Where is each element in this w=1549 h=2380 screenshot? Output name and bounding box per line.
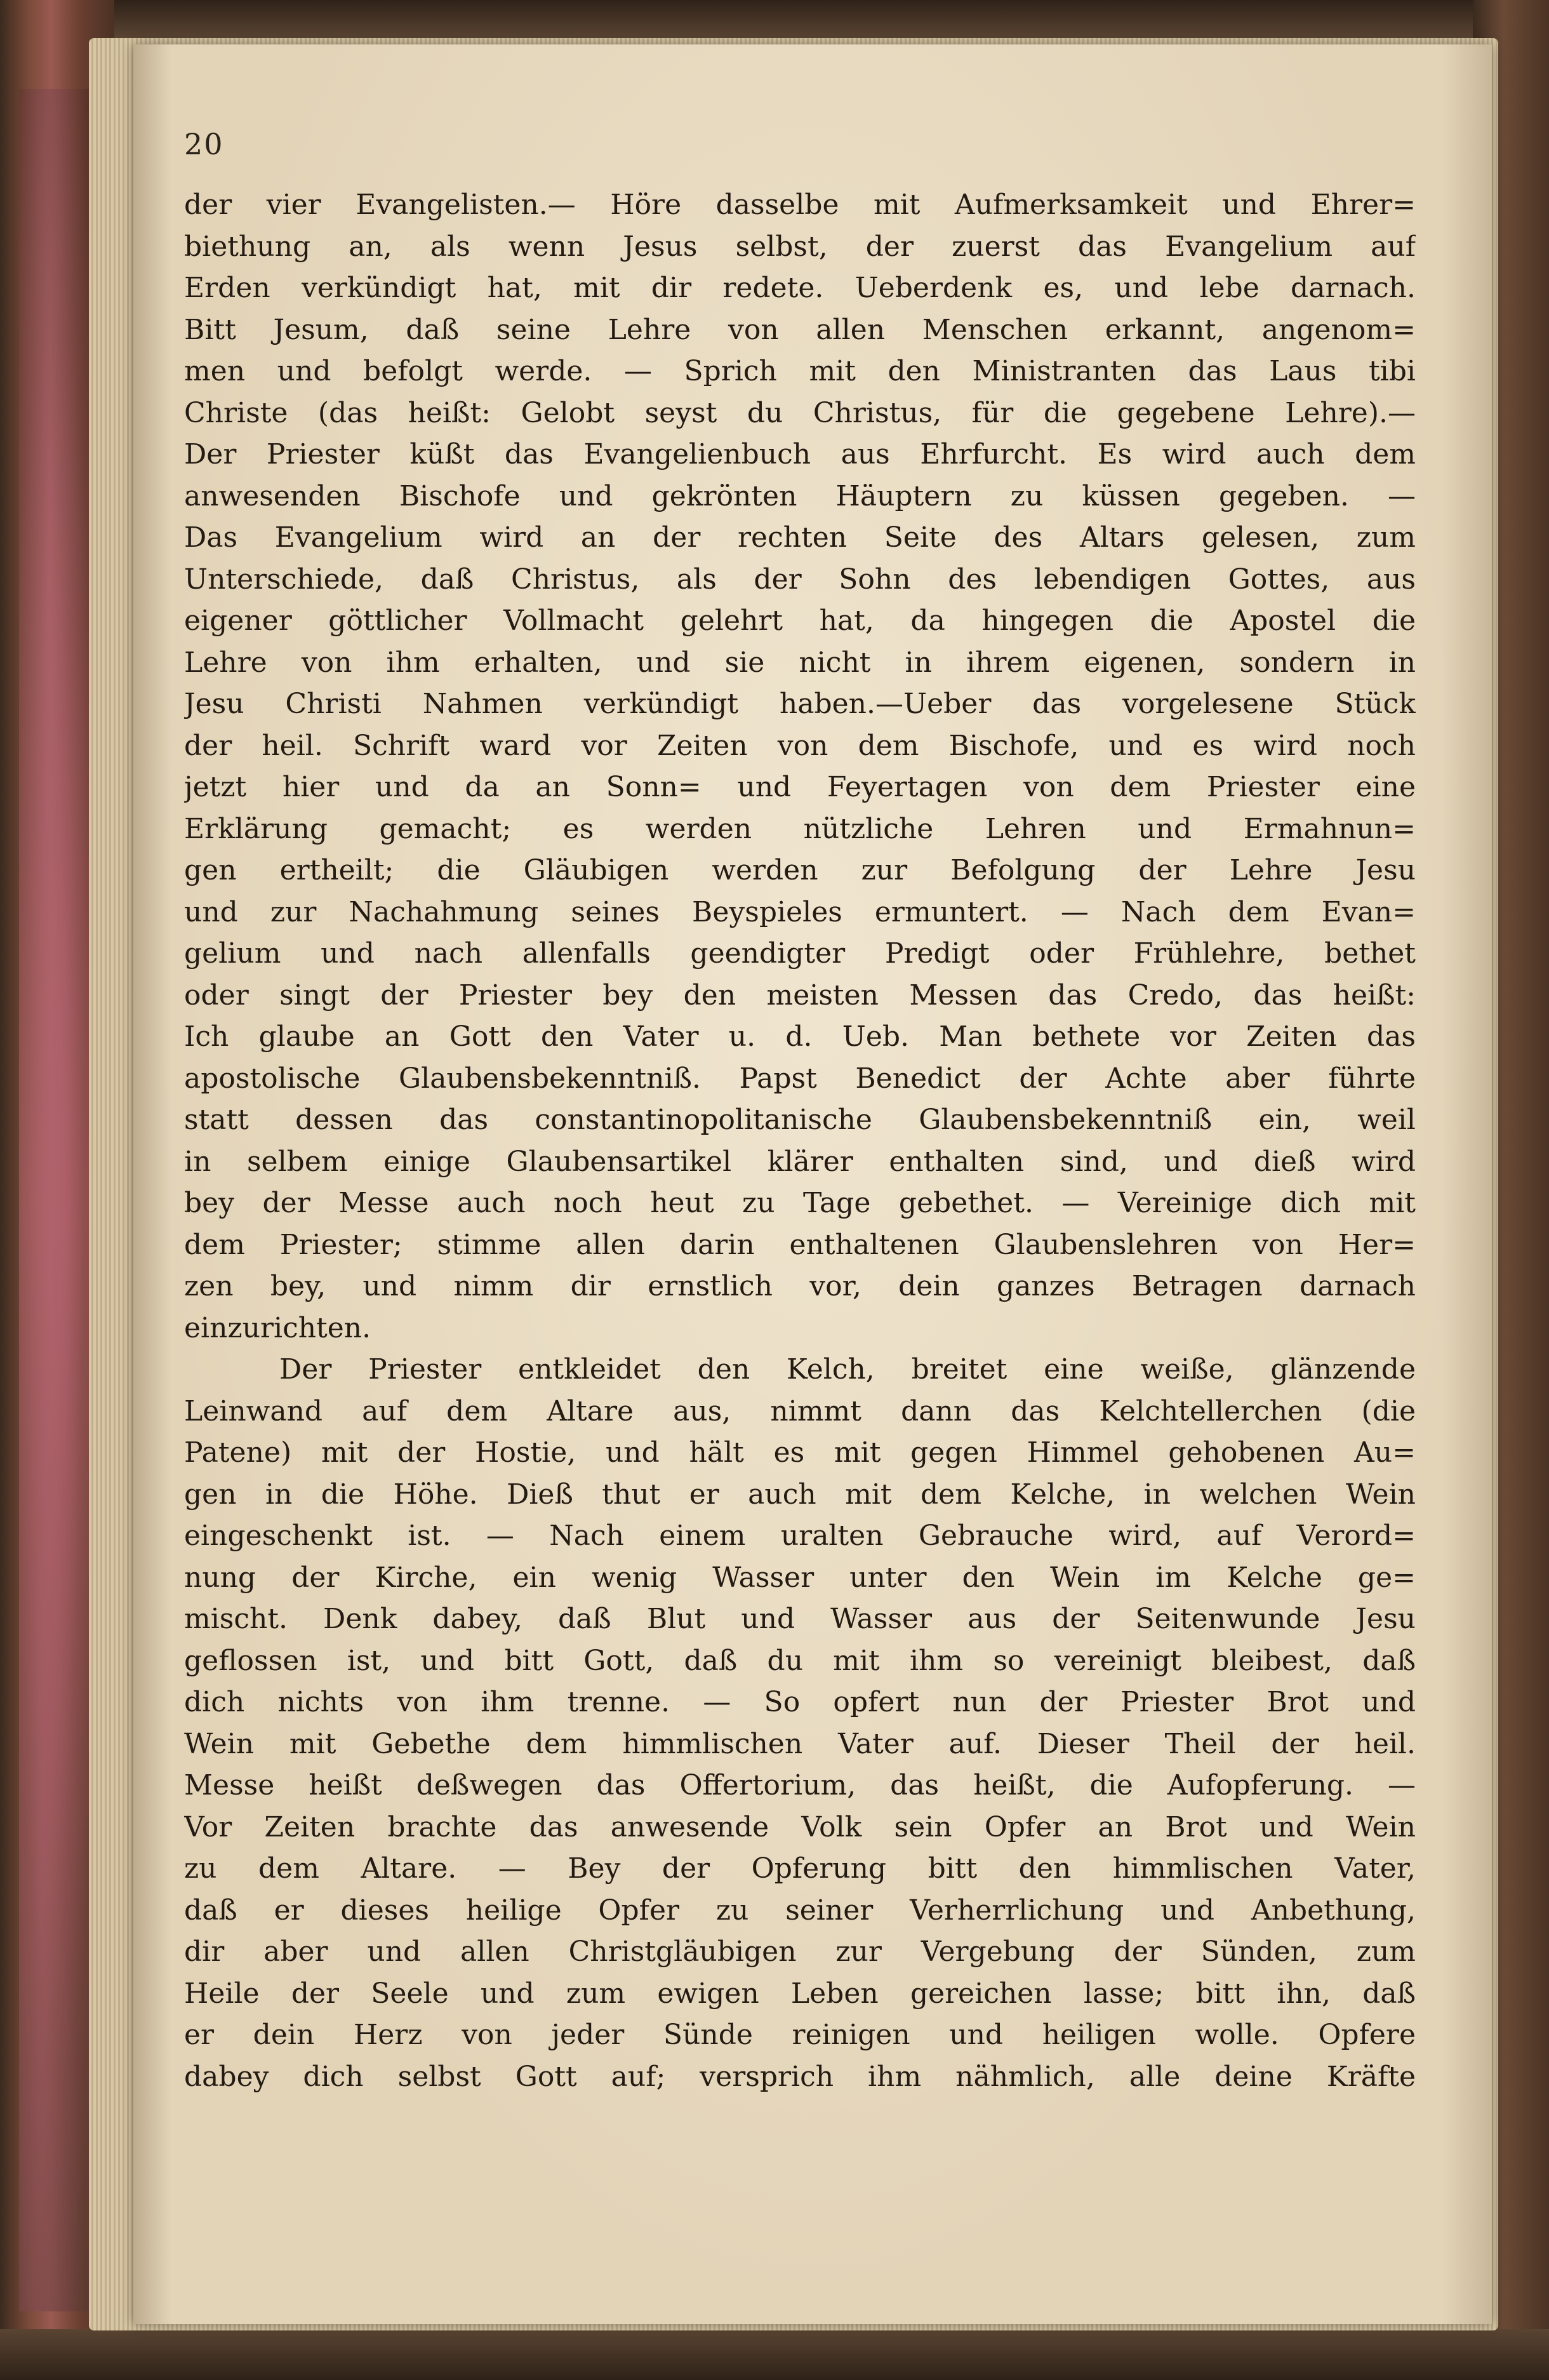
text-line: Wein mit Gebethe dem himmlischen Vater auf. Dieser Theil der heil.	[184, 1727, 1416, 1760]
text-line: dich nichts von ihm trenne. — So opfert nun der Priester Brot und	[184, 1686, 1416, 1718]
text-line: Messe heißt deßwegen das Offertorium, das heißt, die Aufopferung. —	[184, 1769, 1416, 1802]
text-line: oder singt der Priester bey den meisten Messen das Credo, das heißt:	[184, 979, 1416, 1012]
text-line: biethung an, als wenn Jesus selbst, der zuerst das Evangelium auf	[184, 230, 1416, 263]
text-line: Christe (das heißt: Gelobt seyst du Christus, für die gegebene Lehre).—	[184, 396, 1416, 429]
text-line: Leinwand auf dem Altare aus, nimmt dann das Kelchtellerchen (die	[184, 1394, 1416, 1427]
text-line: Bitt Jesum, daß seine Lehre von allen Menschen erkannt, angenom=	[184, 313, 1416, 346]
text-line: Erden verkündigt hat, mit dir redete. Ueberdenk es, und lebe darnach.	[184, 272, 1416, 304]
text-line: geflossen ist, und bitt Gott, daß du mit ihm so vereinigt bleibest, daß	[184, 1644, 1416, 1677]
text-line: gen in die Höhe. Dieß thut er auch mit dem Kelche, in welchen Wein	[184, 1478, 1416, 1511]
text-line: apostolische Glaubensbekenntniß. Papst Benedict der Achte aber führte	[184, 1062, 1416, 1095]
text-line: Das Evangelium wird an der rechten Seite des Altars gelesen, zum	[184, 521, 1416, 554]
text-line: Patene) mit der Hostie, und hält es mit gegen Himmel gehobenen Au=	[184, 1436, 1416, 1469]
text-line: Der Priester küßt das Evangelienbuch aus Ehrfurcht. Es wird auch dem	[184, 438, 1416, 471]
text-line: Erklärung gemacht; es werden nützliche Lehren und Ermahnun=	[184, 812, 1416, 845]
text-line: einzurichten.	[184, 1311, 371, 1344]
text-line: daß er dieses heilige Opfer zu seiner Verherrlichung und Anbethung,	[184, 1894, 1416, 1927]
text-line: bey der Messe auch noch heut zu Tage gebethet. — Vereinige dich mit	[184, 1187, 1416, 1219]
text-line: dir aber und allen Christgläubigen zur Vergebung der Sünden, zum	[184, 1935, 1416, 1968]
text-line: nung der Kirche, ein wenig Wasser unter den Wein im Kelche ge=	[184, 1561, 1416, 1594]
text-line: Vor Zeiten brachte das anwesende Volk sein Opfer an Brot und Wein	[184, 1810, 1416, 1843]
text-line: anwesenden Bischofe und gekrönten Häuptern zu küssen gegeben. —	[184, 479, 1416, 512]
text-line: men und befolgt werde. — Sprich mit den Ministranten das Laus tibi	[184, 355, 1416, 387]
text-line: statt dessen das constantinopolitanische Glaubensbekenntniß ein, weil	[184, 1104, 1416, 1136]
body-text	[184, 184, 1543, 2097]
text-line: Unterschiede, daß Christus, als der Sohn des lebendigen Gottes, aus	[184, 563, 1416, 596]
marbled-paper	[19, 89, 95, 2311]
text-line: jetzt hier und da an Sonn= und Feyertagen von dem Priester eine	[184, 771, 1416, 803]
text-line: Ich glaube an Gott den Vater u. d. Ueb. Man bethete vor Zeiten das	[184, 1020, 1416, 1053]
paragraph-start-line: Der Priester entkleidet den Kelch, breitet eine weiße, glänzende	[279, 1353, 1416, 1386]
book-cover-top	[0, 0, 1549, 38]
text-line: in selbem einige Glaubensartikel klärer enthalten sind, und dieß wird	[184, 1145, 1416, 1178]
text-line: Heile der Seele und zum ewigen Leben gereichen lasse; bitt ihn, daß	[184, 1977, 1416, 2010]
text-line: dem Priester; stimme allen darin enthaltenen Glaubenslehren von Her=	[184, 1228, 1416, 1261]
text-line: er dein Herz von jeder Sünde reinigen und heiligen wolle. Opfere	[184, 2019, 1416, 2051]
text-line: der vier Evangelisten.— Höre dasselbe mit Aufmerksamkeit und Ehrer=	[184, 189, 1416, 221]
text-line: dabey dich selbst Gott auf; versprich ihm nähmlich, alle deine Kräfte	[184, 2060, 1416, 2093]
text-line: zen bey, und nimm dir ernstlich vor, dein ganzes Betragen darnach	[184, 1270, 1416, 1302]
text-line: zu dem Altare. — Bey der Opferung bitt den himmlischen Vater,	[184, 1852, 1416, 1885]
text-line: der heil. Schrift ward vor Zeiten von dem Bischofe, und es wird noch	[184, 729, 1416, 762]
book-cover-bottom	[0, 2329, 1549, 2380]
text-line: eingeschenkt ist. — Nach einem uralten Gebrauche wird, auf Verord=	[184, 1520, 1416, 1552]
text-line: eigener göttlicher Vollmacht gelehrt hat, da hingegen die Apostel die	[184, 605, 1416, 637]
text-line: gen ertheilt; die Gläubigen werden zur Befolgung der Lehre Jesu	[184, 854, 1416, 886]
text-line: und zur Nachahmung seines Beyspieles ermuntert. — Nach dem Evan=	[184, 895, 1416, 928]
text-line: Jesu Christi Nahmen verkündigt haben.—Ueber das vorgelesene Stück	[184, 688, 1416, 720]
text-line: mischt. Denk dabey, daß Blut und Wasser aus der Seitenwunde Jesu	[184, 1603, 1416, 1635]
text-line: gelium und nach allenfalls geendigter Predigt oder Frühlehre, bethet	[184, 937, 1416, 970]
page-number: 20	[184, 127, 224, 161]
text-line: Lehre von ihm erhalten, und sie nicht in ihrem eigenen, sondern in	[184, 646, 1416, 679]
